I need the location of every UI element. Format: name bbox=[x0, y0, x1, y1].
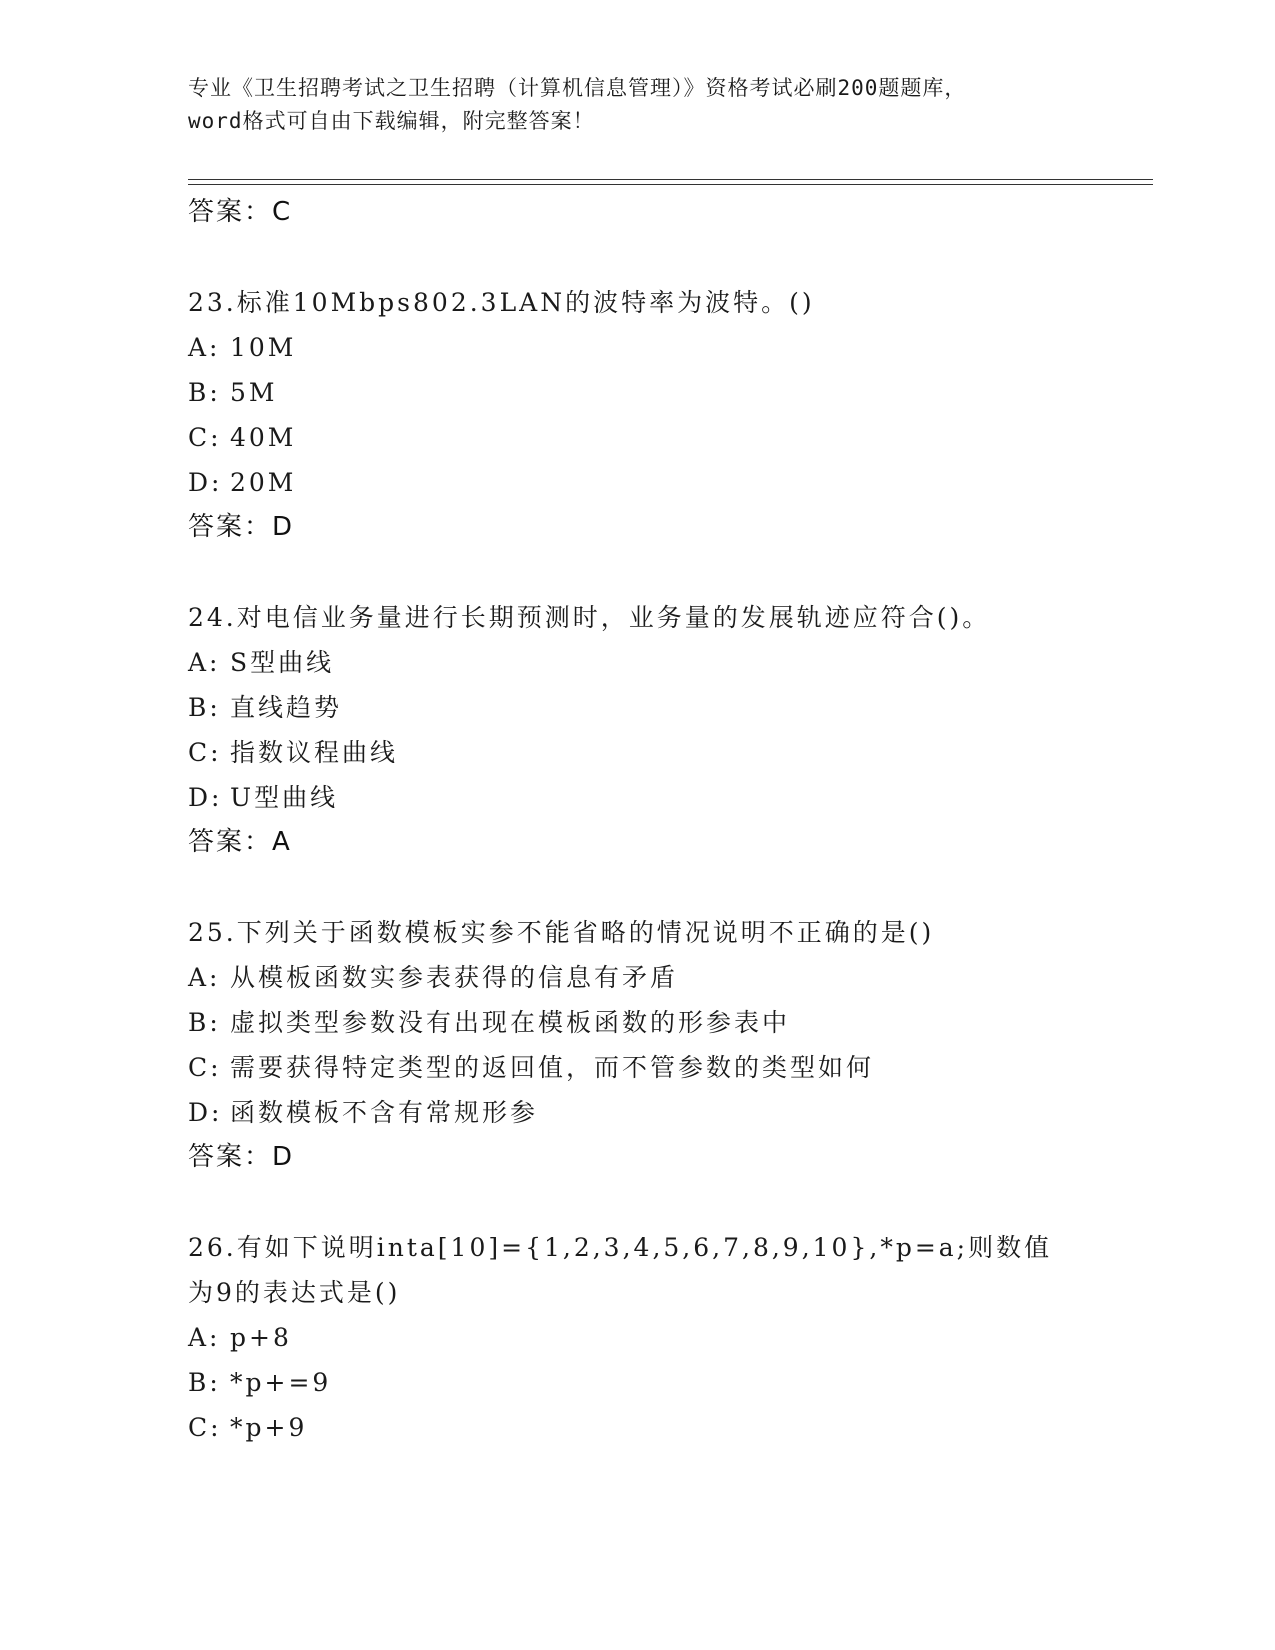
option-a bbox=[188, 955, 1068, 1000]
question-text: 23.标准10Mbps802.3LAN的波特率为波特。() bbox=[188, 288, 815, 317]
option-c bbox=[188, 1045, 1068, 1090]
option-text: *p+9 bbox=[230, 1413, 308, 1442]
option-text: S型曲线 bbox=[230, 648, 335, 677]
answer-line: 答案：A bbox=[188, 827, 292, 857]
option-a bbox=[188, 640, 1068, 685]
option-text: p+8 bbox=[230, 1323, 292, 1352]
option-letter: B: bbox=[188, 693, 221, 722]
block-spacer bbox=[188, 864, 1068, 910]
option-b bbox=[188, 1360, 1068, 1405]
option-a bbox=[188, 325, 1068, 370]
option-d bbox=[188, 460, 1068, 505]
option-text: 虚拟类型参数没有出现在模板函数的形参表中 bbox=[230, 1008, 791, 1037]
option-letter: D: bbox=[188, 783, 223, 812]
option-d bbox=[188, 775, 1068, 820]
option-text: 5M bbox=[230, 378, 278, 407]
option-text: 需要获得特定类型的返回值，而不管参数的类型如何 bbox=[230, 1053, 875, 1082]
option-letter: A: bbox=[188, 963, 221, 992]
option-letter: A: bbox=[188, 1323, 221, 1352]
block-spacer bbox=[188, 1179, 1068, 1225]
option-letter: B: bbox=[188, 1008, 221, 1037]
question-block bbox=[188, 1225, 1068, 1450]
option-text: 10M bbox=[230, 333, 297, 362]
header-line-2: word格式可自由下载编辑，附完整答案！ bbox=[188, 109, 595, 133]
header-divider-bottom bbox=[188, 184, 1153, 185]
option-letter: D: bbox=[188, 468, 223, 497]
block-spacer bbox=[188, 549, 1068, 595]
header-divider-top bbox=[188, 179, 1153, 180]
option-text: 从模板函数实参表获得的信息有矛盾 bbox=[230, 963, 679, 992]
option-letter: C: bbox=[188, 423, 222, 452]
option-text: 40M bbox=[230, 423, 297, 452]
option-b bbox=[188, 685, 1068, 730]
question-list bbox=[188, 190, 1068, 1450]
question-text: 26.有如下说明inta[10]={1,2,3,4,5,6,7,8,9,10},*p=a;则数值为9的表达式是() bbox=[188, 1233, 1053, 1307]
option-c bbox=[188, 1405, 1068, 1450]
question-block bbox=[188, 280, 1068, 549]
document-header bbox=[188, 72, 1088, 138]
option-letter: C: bbox=[188, 738, 222, 767]
option-text: U型曲线 bbox=[230, 783, 339, 812]
option-letter: B: bbox=[188, 1368, 221, 1397]
answer-line: 答案：D bbox=[188, 512, 295, 542]
option-d bbox=[188, 1090, 1068, 1135]
option-letter: C: bbox=[188, 1053, 222, 1082]
option-letter: A: bbox=[188, 648, 221, 677]
question-block bbox=[188, 910, 1068, 1179]
option-letter: C: bbox=[188, 1413, 222, 1442]
answer-line: 答案：C bbox=[188, 197, 293, 227]
question-block bbox=[188, 595, 1068, 864]
option-text: 函数模板不含有常规形参 bbox=[230, 1098, 539, 1127]
question-text: 24.对电信业务量进行长期预测时，业务量的发展轨迹应符合()。 bbox=[188, 603, 991, 632]
option-letter: D: bbox=[188, 1098, 223, 1127]
option-text: 指数议程曲线 bbox=[230, 738, 399, 767]
question-text: 25.下列关于函数模板实参不能省略的情况说明不正确的是() bbox=[188, 918, 935, 947]
option-c bbox=[188, 730, 1068, 775]
answer-line: 答案：D bbox=[188, 1142, 295, 1172]
option-a bbox=[188, 1315, 1068, 1360]
option-b bbox=[188, 370, 1068, 415]
header-line-1: 专业《卫生招聘考试之卫生招聘（计算机信息管理）》资格考试必刷200题题库， bbox=[188, 76, 967, 100]
option-b bbox=[188, 1000, 1068, 1045]
option-letter: B: bbox=[188, 378, 221, 407]
option-text: 直线趋势 bbox=[230, 693, 343, 722]
option-letter: A: bbox=[188, 333, 221, 362]
option-text: *p+=9 bbox=[230, 1368, 332, 1397]
block-spacer bbox=[188, 234, 1068, 280]
option-text: 20M bbox=[230, 468, 297, 497]
option-c bbox=[188, 415, 1068, 460]
